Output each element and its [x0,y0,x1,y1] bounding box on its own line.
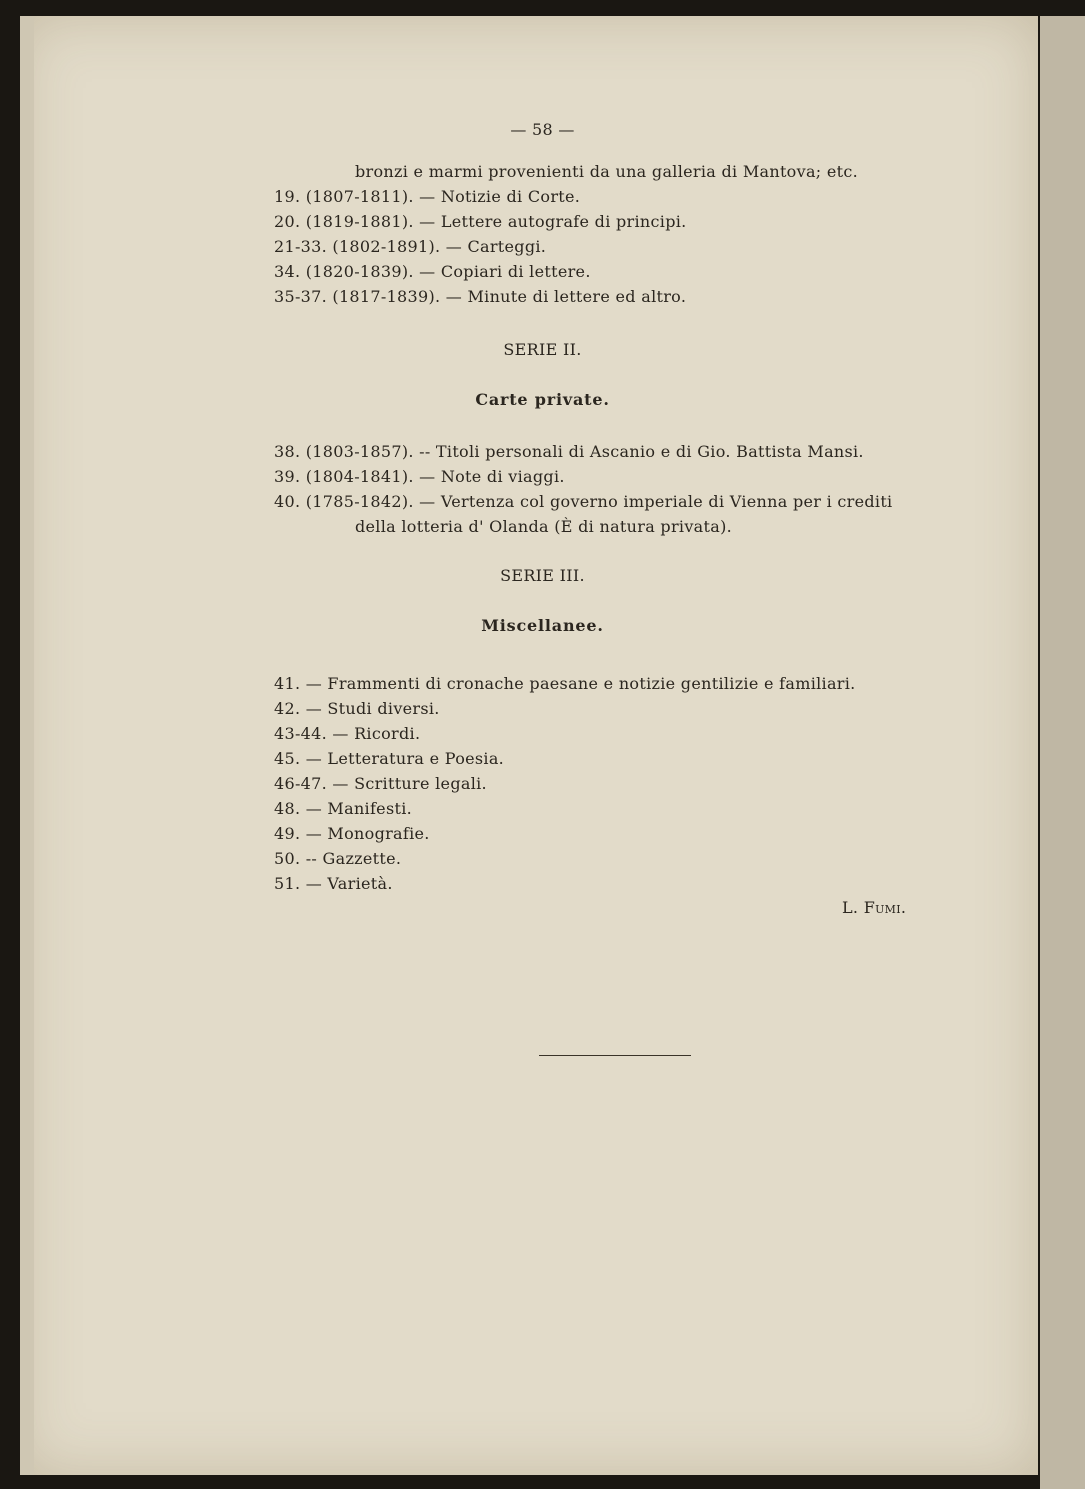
list-item: 51. — Varietà. [274,874,393,893]
list-item: 45. — Letteratura e Poesia. [274,749,505,768]
list-item: 49. — Monografie. [274,824,430,843]
scan-top-border [0,0,1085,16]
continuation-line: bronzi e marmi provenienti da una galleria di Mantova; etc. [355,162,859,181]
document-page [20,16,1038,1475]
list-item: 40. (1785-1842). — Vertenza col governo imperiale di Vienna per i crediti [274,492,893,511]
signature: L. Fumi. [842,898,907,917]
list-item: 43-44. — Ricordi. [274,724,421,743]
page-number: — 58 — [510,120,575,139]
facing-page-edge [1040,16,1085,1489]
serie-2-subtitle: Carte private. [475,390,610,409]
list-item: 34. (1820-1839). — Copiari di lettere. [274,262,591,281]
list-item: 21-33. (1802-1891). — Carteggi. [274,237,547,256]
list-item: 41. — Frammenti di cronache paesane e notizie gentilizie e familiari. [274,674,856,693]
serie-3-subtitle: Miscellanee. [481,616,604,635]
list-item: 35-37. (1817-1839). — Minute di lettere ed altro. [274,287,687,306]
list-item: 46-47. — Scritture legali. [274,774,487,793]
page-left-edge [20,16,34,1475]
list-item-continuation: della lotteria d' Olanda (È di natura privata). [355,517,732,536]
list-item: 38. (1803-1857). -- Titoli personali di Ascanio e di Gio. Battista Mansi. [274,442,864,461]
list-item: 20. (1819-1881). — Lettere autografe di principi. [274,212,687,231]
list-item: 50. -- Gazzette. [274,849,402,868]
serie-2-heading: SERIE II. [503,340,582,359]
serie-3-heading: SERIE III. [500,566,585,585]
closing-rule [539,1055,691,1056]
list-item: 48. — Manifesti. [274,799,412,818]
list-item: 19. (1807-1811). — Notizie di Corte. [274,187,581,206]
list-item: 42. — Studi diversi. [274,699,440,718]
list-item: 39. (1804-1841). — Note di viaggi. [274,467,565,486]
